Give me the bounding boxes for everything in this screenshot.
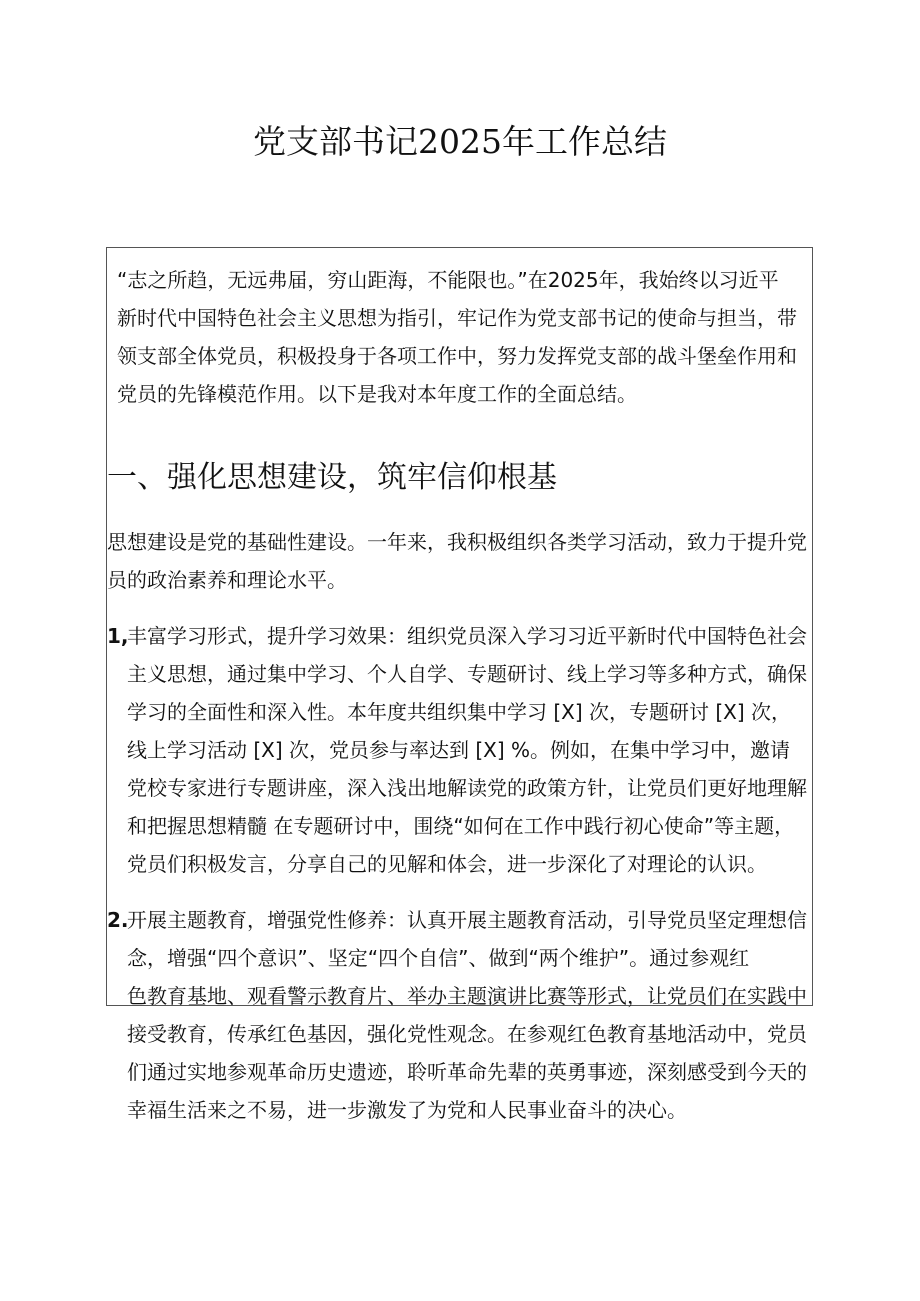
section-body-paragraph: [107, 523, 812, 599]
list-item-line: 幸福生活来之不易，进一步激发了为党和人民事业奋斗的决心。: [127, 1098, 687, 1122]
list-item-line: 色教育基地、观看警示教育片、举办主题演讲比赛等形式，让党员们在实践中: [127, 984, 807, 1008]
intro-line: 党员的先锋模范作用。以下是我对本年度工作的全面总结。: [117, 382, 637, 406]
list-item-number: 1,: [107, 624, 129, 648]
section-body-line: 员的政治素养和理论水平。: [107, 568, 347, 592]
intro-line: “志之所趋，无远弗届，穷山距海，不能限也。”在2025年，我始终以习近平: [117, 268, 779, 292]
intro-paragraph: [107, 261, 812, 413]
section-body-line: 思想建设是党的基础性建设。一年来，我积极组织各类学习活动，致力于提升党: [107, 530, 807, 554]
list-item-line: 们通过实地参观革命历史遗迹，聆听革命先辈的英勇事迹，深刻感受到今天的: [127, 1060, 807, 1084]
list-item-line: 学习的全面性和深入性。本年度共组织集中学习 [X] 次，专题研讨 [X] 次，: [127, 700, 792, 724]
intro-line: 领支部全体党员，积极投身于各项工作中，努力发挥党支部的战斗堡垒作用和: [117, 344, 797, 368]
list-item-line: 线上学习活动 [X] 次，党员参与率达到 [X] %。例如，在集中学习中，邀请: [127, 738, 791, 762]
page-title: 党支部书记2025年工作总结: [253, 122, 667, 161]
list-item-line: 党员们积极发言，分享自己的见解和体会，进一步深化了对理论的认识。: [127, 852, 767, 876]
list-item-line: 党校专家进行专题讲座，深入浅出地解读党的政策方针，让党员们更好地理解: [127, 776, 807, 800]
list-item-line: 开展主题教育，增强党性修养：认真开展主题教育活动，引导党员坚定理想信: [127, 908, 807, 932]
content-box: [106, 247, 813, 1122]
list-item-number: 2.: [107, 908, 129, 932]
list-item-line: 丰富学习形式，提升学习效果：组织党员深入学习习近平新时代中国特色社会: [127, 624, 807, 648]
list-item-line: 念，增强“四个意识”、坚定“四个自信”、做到“两个维护”。通过参观红: [127, 946, 750, 970]
list-item: [107, 901, 812, 1129]
list-item-line: 主义思想，通过集中学习、个人自学、专题研讨、线上学习等多种方式，确保: [127, 662, 807, 686]
list-item: [107, 617, 812, 883]
list-item-line: 接受教育，传承红色基因，强化党性观念。在参观红色教育基地活动中，党员: [127, 1022, 807, 1046]
intro-line: 新时代中国特色社会主义思想为指引，牢记作为党支部书记的使命与担当，带: [117, 306, 797, 330]
section-heading: 一、强化思想建设，筑牢信仰根基: [107, 460, 557, 495]
list-item-line: 和把握思想精髓 在专题研讨中，围绕“如何在工作中践行初心使命”等主题，: [127, 814, 795, 838]
